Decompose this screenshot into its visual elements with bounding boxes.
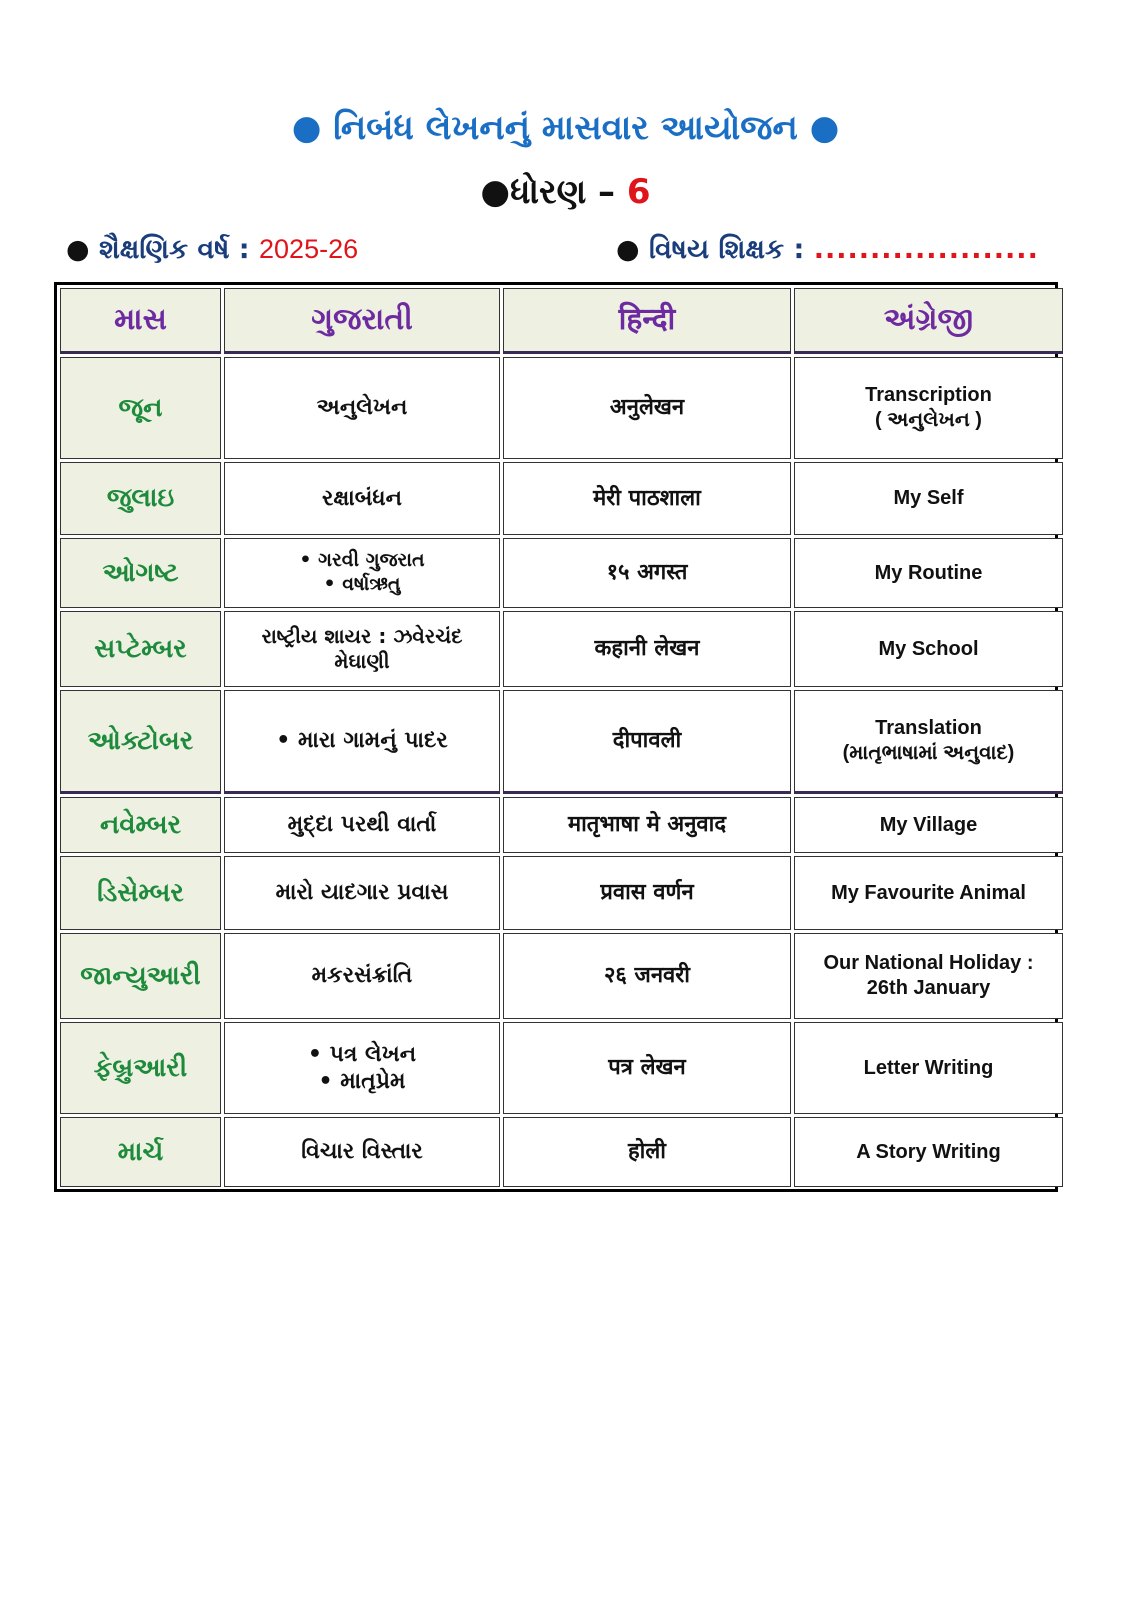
cell-line: • ગરવી ગુજરાત (299, 549, 425, 572)
cell-line: Translation (875, 717, 982, 739)
hindi-cell: अनुलेखन (503, 357, 791, 459)
cell-line: મારો યાદગાર પ્રવાસ (275, 880, 449, 906)
gujarati-cell (224, 1022, 500, 1114)
cell-line: રાષ્ટ્રીય શાયર : ઝવેરચંદ (261, 624, 463, 648)
table-row (60, 538, 1063, 608)
hindi-cell: कहानी लेखन (503, 611, 791, 687)
cell-line: (માતૃભાષામાં અનુવાદ) (842, 742, 1015, 764)
cell-line: My Favourite Animal (831, 881, 1026, 904)
header-gujarati: ગુજરાતી (224, 288, 500, 354)
gujarati-cell (224, 1117, 500, 1187)
bullet-dot-icon: ● (480, 172, 511, 212)
cell-line: My School (878, 637, 979, 660)
month-cell: જૂન (60, 357, 221, 459)
table-row (60, 1117, 1063, 1187)
subject-teacher (616, 234, 1039, 266)
page-title-text: નિબંધ લેખનનું માસવાર આયોજન (333, 108, 798, 148)
month-cell: નવેમ્બર (60, 797, 221, 853)
bullet-dot-icon: ● (291, 108, 322, 148)
month-cell: જાન્યુઆરી (60, 933, 221, 1019)
cell-line: Our National Holiday : (823, 952, 1034, 974)
hindi-cell: पत्र लेखन (503, 1022, 791, 1114)
cell-line: My Routine (874, 561, 983, 584)
month-cell: ઓગષ્ટ (60, 538, 221, 608)
english-cell (794, 690, 1063, 794)
hindi-cell: प्रवास वर्णन (503, 856, 791, 930)
gujarati-cell (224, 933, 500, 1019)
gujarati-cell (224, 611, 500, 687)
gujarati-cell (224, 856, 500, 930)
table-row (60, 1022, 1063, 1114)
table-header-row (60, 288, 1063, 354)
gujarati-cell (224, 462, 500, 535)
english-cell (794, 933, 1063, 1019)
cell-line: Letter Writing (863, 1056, 994, 1079)
subject-teacher-value: .................... (813, 234, 1039, 265)
cell-line: • પત્ર લેખન (307, 1041, 417, 1067)
academic-year-value: 2025-26 (259, 234, 359, 264)
cell-line: વિચાર વિસ્તાર (301, 1139, 423, 1165)
month-cell: જુલાઇ (60, 462, 221, 535)
table-row (60, 462, 1063, 535)
subject-teacher-label: વિષય શિક્ષક : (648, 234, 805, 265)
cell-line: મકરસંક્રાંતિ (311, 963, 413, 989)
cell-line: અનુલેખન (316, 395, 408, 421)
cell-line: • વર્ષાઋતુ (323, 573, 401, 595)
month-cell: ઓક્ટોબર (60, 690, 221, 794)
header-hindi: हिन्दी (503, 288, 791, 354)
table-row (60, 690, 1063, 794)
hindi-cell: २६ जनवरी (503, 933, 791, 1019)
header-english: અંગ્રેજી (794, 288, 1063, 354)
cell-line: • માતૃપ્રેમ (318, 1069, 406, 1094)
page-title (0, 108, 1131, 148)
gujarati-cell (224, 690, 500, 794)
cell-line: ( અનુલેખન ) (875, 409, 982, 431)
cell-line: 26th January (866, 977, 991, 999)
english-cell (794, 611, 1063, 687)
month-cell: સપ્ટેમ્બર (60, 611, 221, 687)
table-row (60, 611, 1063, 687)
month-cell: ડિસેમ્બર (60, 856, 221, 930)
table-row (60, 357, 1063, 459)
cell-line: Transcription (865, 384, 992, 406)
cell-line: મુદ્દા પરથી વાર્તા (287, 812, 437, 838)
header-month: માસ (60, 288, 221, 354)
monthly-plan-table (54, 282, 1058, 1192)
academic-year-label: શૈક્ષણિક વર્ષ : (98, 234, 250, 265)
table-row (60, 933, 1063, 1019)
hindi-cell: १५ अगस्त (503, 538, 791, 608)
bullet-dot-icon: ● (809, 108, 840, 148)
bullet-dot-icon: ● (616, 234, 640, 265)
english-cell (794, 462, 1063, 535)
bullet-dot-icon: ● (66, 234, 90, 265)
month-cell: માર્ચ (60, 1117, 221, 1187)
english-cell (794, 856, 1063, 930)
academic-year (66, 234, 358, 266)
cell-line: A Story Writing (856, 1140, 1001, 1163)
cell-line: My Village (879, 813, 978, 836)
gujarati-cell (224, 538, 500, 608)
cell-line: રક્ષાબંધન (322, 485, 402, 511)
standard-heading (0, 172, 1131, 212)
table-row (60, 797, 1063, 853)
hindi-cell: मेरी पाठशाला (503, 462, 791, 535)
hindi-cell: दीपावली (503, 690, 791, 794)
english-cell (794, 357, 1063, 459)
standard-number: 6 (626, 172, 651, 212)
gujarati-cell (224, 797, 500, 853)
hindi-cell: मातृभाषा मे अनुवाद (503, 797, 791, 853)
cell-line: મેઘાણી (334, 649, 390, 673)
hindi-cell: होली (503, 1117, 791, 1187)
english-cell (794, 797, 1063, 853)
month-cell: ફેબ્રુઆરી (60, 1022, 221, 1114)
english-cell (794, 1022, 1063, 1114)
english-cell (794, 1117, 1063, 1187)
table-row (60, 856, 1063, 930)
gujarati-cell (224, 357, 500, 459)
english-cell (794, 538, 1063, 608)
cell-line: • મારા ગામનું પાદર (276, 728, 448, 754)
cell-line: My Self (893, 487, 964, 509)
standard-label: ધોરણ – (510, 172, 616, 212)
